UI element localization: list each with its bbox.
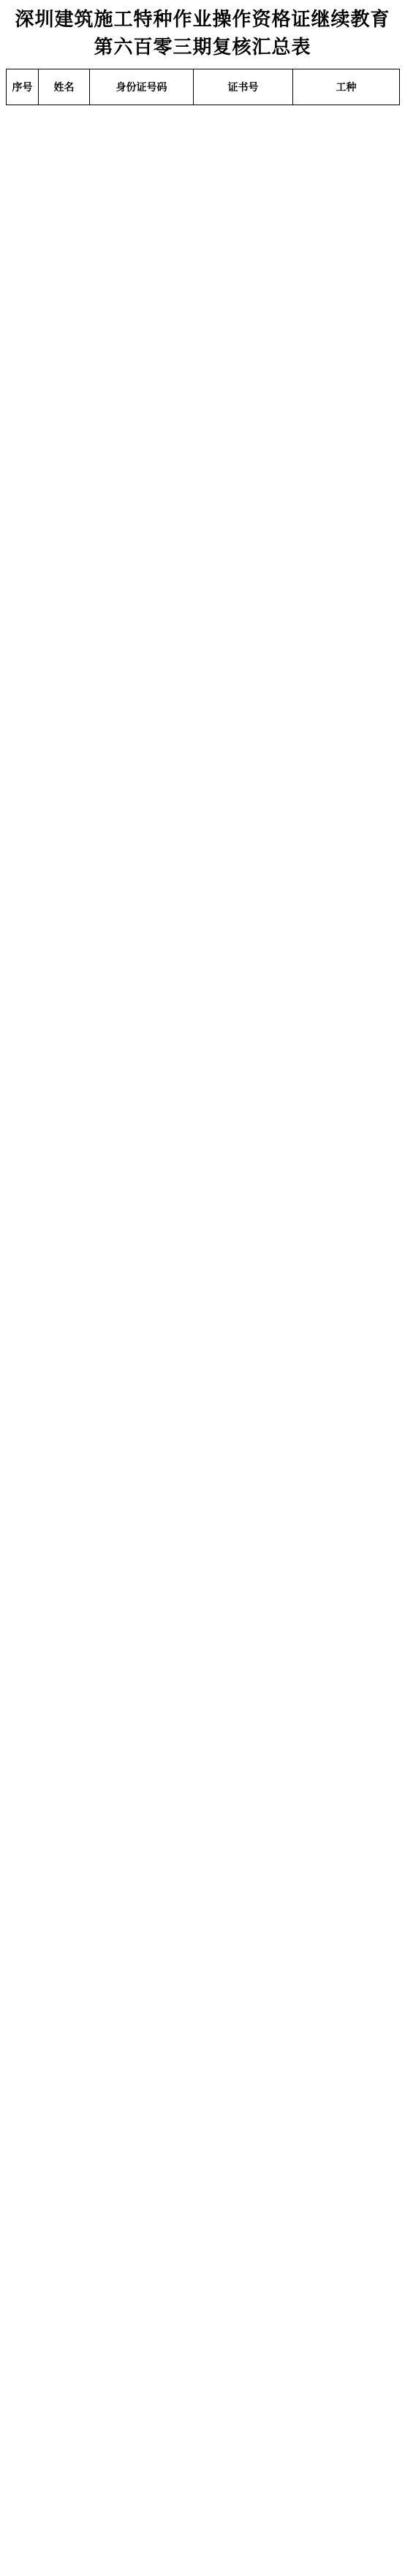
header-cert-number: 证书号 bbox=[194, 69, 293, 105]
header-name: 姓名 bbox=[39, 69, 90, 105]
header-job-type: 工种 bbox=[293, 69, 400, 105]
document-title bbox=[6, 6, 399, 61]
table-header-row bbox=[7, 69, 400, 105]
title-line-2: 第六百零三期复核汇总表 bbox=[94, 37, 311, 58]
title-line-1: 深圳建筑施工特种作业操作资格证继续教育 bbox=[15, 9, 390, 31]
header-serial-number: 序号 bbox=[7, 69, 39, 105]
header-id-number: 身份证号码 bbox=[90, 69, 194, 105]
review-summary-table bbox=[6, 69, 400, 105]
